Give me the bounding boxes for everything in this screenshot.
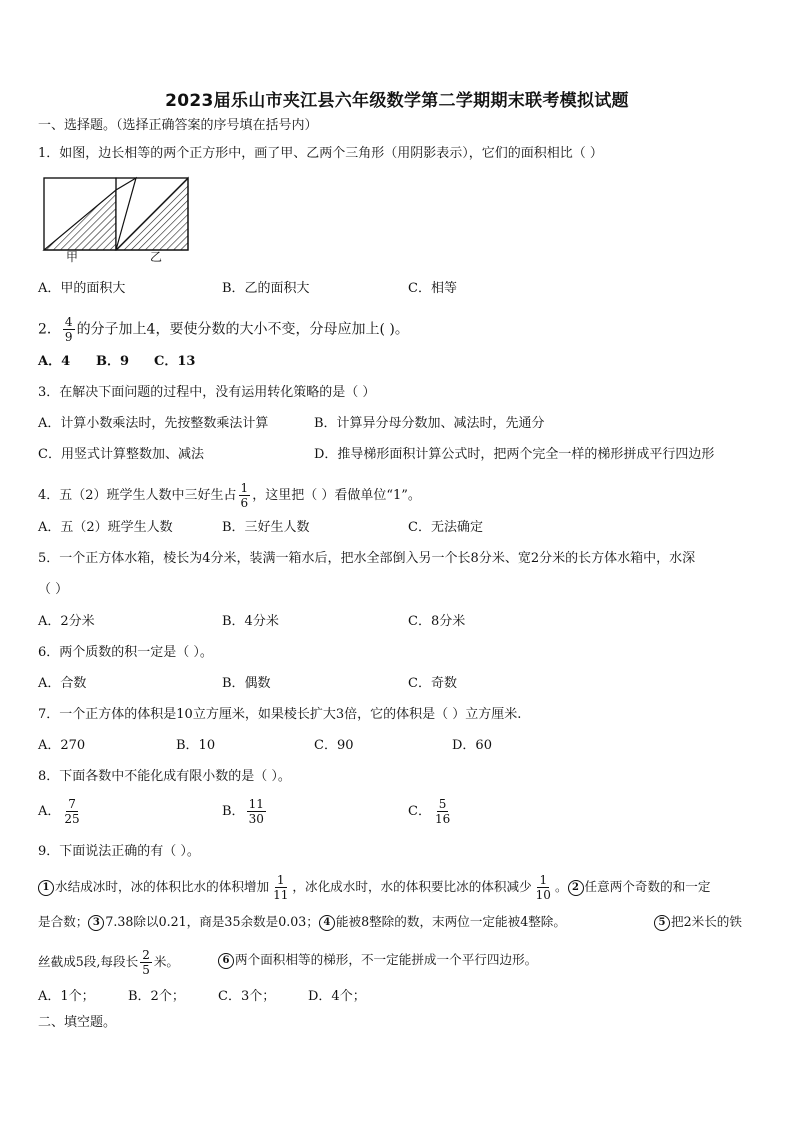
- section-heading-fill: 二、填空题。: [38, 1015, 117, 1030]
- q7-option-b: B．10: [176, 738, 216, 753]
- q8-option-b: B． $\frac{11}{30}$: [222, 797, 264, 826]
- circled-5: 5: [654, 915, 670, 931]
- label-yi: 乙: [150, 250, 163, 264]
- q9-line-2-right: 5 把2米长的铁: [654, 913, 742, 931]
- circled-2: 2: [568, 880, 584, 896]
- q6-option-a: A．合数: [38, 676, 87, 691]
- question-2-text: 2． $\frac{4}{9}$ 的分子加上4，要使分数的大小不变，分母应加上( )。: [38, 315, 409, 344]
- q5-option-b: B．4分米: [222, 614, 279, 629]
- q7-option-c: C．90: [314, 738, 354, 753]
- q1-option-c: C．相等: [408, 281, 457, 296]
- fraction-4-9: $\frac{4}{9}$: [64, 315, 73, 344]
- q2-option-a: A．4: [38, 354, 71, 369]
- q2-option-b: B．9: [96, 354, 130, 369]
- q9-option-b: B．2个；: [128, 989, 185, 1004]
- q7-option-a: A．270: [38, 738, 86, 753]
- q9-line-3-right: 6 两个面积相等的梯形，不一定能拼成一个平行四边形。: [218, 951, 537, 969]
- circled-4: 4: [319, 915, 335, 931]
- fraction-2-5: $\frac{2}{5}$: [142, 948, 150, 977]
- section-heading-choice: 一、选择题。（选择正确答案的序号填在括号内）: [38, 118, 318, 133]
- label-jia: 甲: [66, 250, 79, 264]
- q9-line-2: 是合数； 3 7.38除以0.21，商是35余数是0.03； 4 能被8整除的数，末两位一定能被4整除。: [38, 914, 566, 929]
- q1-option-b: B．乙的面积大: [222, 281, 310, 296]
- q3-option-a: A．计算小数乘法时，先按整数乘法计算: [38, 416, 269, 431]
- question-8-text: 8．下面各数中不能化成有限小数的是（ ）。: [38, 769, 291, 784]
- fraction-1-11: $\frac{1}{11}$: [273, 873, 289, 902]
- fraction-1-6: $\frac{1}{6}$: [240, 481, 249, 510]
- q3-option-b: B．计算异分母分数加、减法时，先通分: [314, 416, 545, 431]
- q7-option-d: D．60: [452, 738, 492, 753]
- question-3-text: 3．在解决下面问题的过程中，没有运用转化策略的是（ ）: [38, 385, 376, 400]
- question-7-text: 7．一个正方体的体积是10立方厘米，如果棱长扩大3倍，它的体积是（ ）立方厘米.: [38, 707, 522, 722]
- question-4-text: 4．五（2）班学生人数中三好生占 $\frac{1}{6}$ ，这里把（ ）看做单位“1”。: [38, 481, 421, 510]
- q6-option-c: C．奇数: [408, 676, 457, 691]
- q8-option-c: C． $\frac{5}{16}$: [408, 797, 451, 826]
- page-title: 2023届乐山市夹江县六年级数学第二学期期末联考模拟试题: [165, 91, 629, 111]
- fraction-5-16: $\frac{5}{16}$: [434, 797, 451, 826]
- circled-1: 1: [38, 880, 54, 896]
- question-5-blank: （ ）: [38, 582, 69, 597]
- circled-6: 6: [218, 953, 234, 969]
- question-1-text: 1．如图，边长相等的两个正方形中，画了甲、乙两个三角形（用阴影表示），它们的面积相比（ ）: [38, 146, 603, 161]
- question-9-text: 9．下面说法正确的有（ ）。: [38, 844, 200, 859]
- question-6-text: 6．两个质数的积一定是（ ）。: [38, 645, 213, 660]
- q4-option-a: A．五（2）班学生人数: [38, 520, 173, 535]
- triangle-jia: [44, 190, 116, 250]
- circled-3: 3: [88, 915, 104, 931]
- q1-option-a: A．甲的面积大: [38, 281, 126, 296]
- question-5-text: 5．一个正方体水箱，棱长为4分米，装满一箱水后，把水全部倒入另一个长8分米、宽2分米的长方体水箱中，水深: [38, 551, 696, 566]
- q9-line-1: 1 水结成冰时，冰的体积比水的体积增加 $\frac{1}{11}$ ，冰化成水时，水的体积要比冰的体积减少 $\frac{1}{10}$ 。 2 任意两个奇数的和一定: [38, 873, 710, 902]
- fraction-1-10: $\frac{1}{10}$: [535, 873, 551, 902]
- q4-option-c: C．无法确定: [408, 520, 483, 535]
- q5-option-a: A．2分米: [38, 614, 95, 629]
- q8-option-a: A． $\frac{7}{25}$: [38, 797, 80, 826]
- q9-line-3: 丝截成5段,每段长 $\frac{2}{5}$ 米。: [38, 948, 180, 977]
- q6-option-b: B．偶数: [222, 676, 271, 691]
- fraction-11-30: $\frac{11}{30}$: [248, 797, 264, 826]
- q4-option-b: B．三好生人数: [222, 520, 310, 535]
- q3-option-d: D．推导梯形面积计算公式时，把两个完全一样的梯形拼成平行四边形: [314, 447, 715, 462]
- q9-option-d: D．4个；: [308, 989, 366, 1004]
- q2-option-c: C．13: [154, 354, 196, 369]
- q3-option-c: C．用竖式计算整数加、减法: [38, 447, 204, 462]
- q5-option-c: C．8分米: [408, 614, 466, 629]
- two-squares-figure: [42, 176, 192, 270]
- q9-option-a: A．1个；: [38, 989, 95, 1004]
- q9-option-c: C．3个；: [218, 989, 276, 1004]
- fraction-7-25: $\frac{7}{25}$: [64, 797, 80, 826]
